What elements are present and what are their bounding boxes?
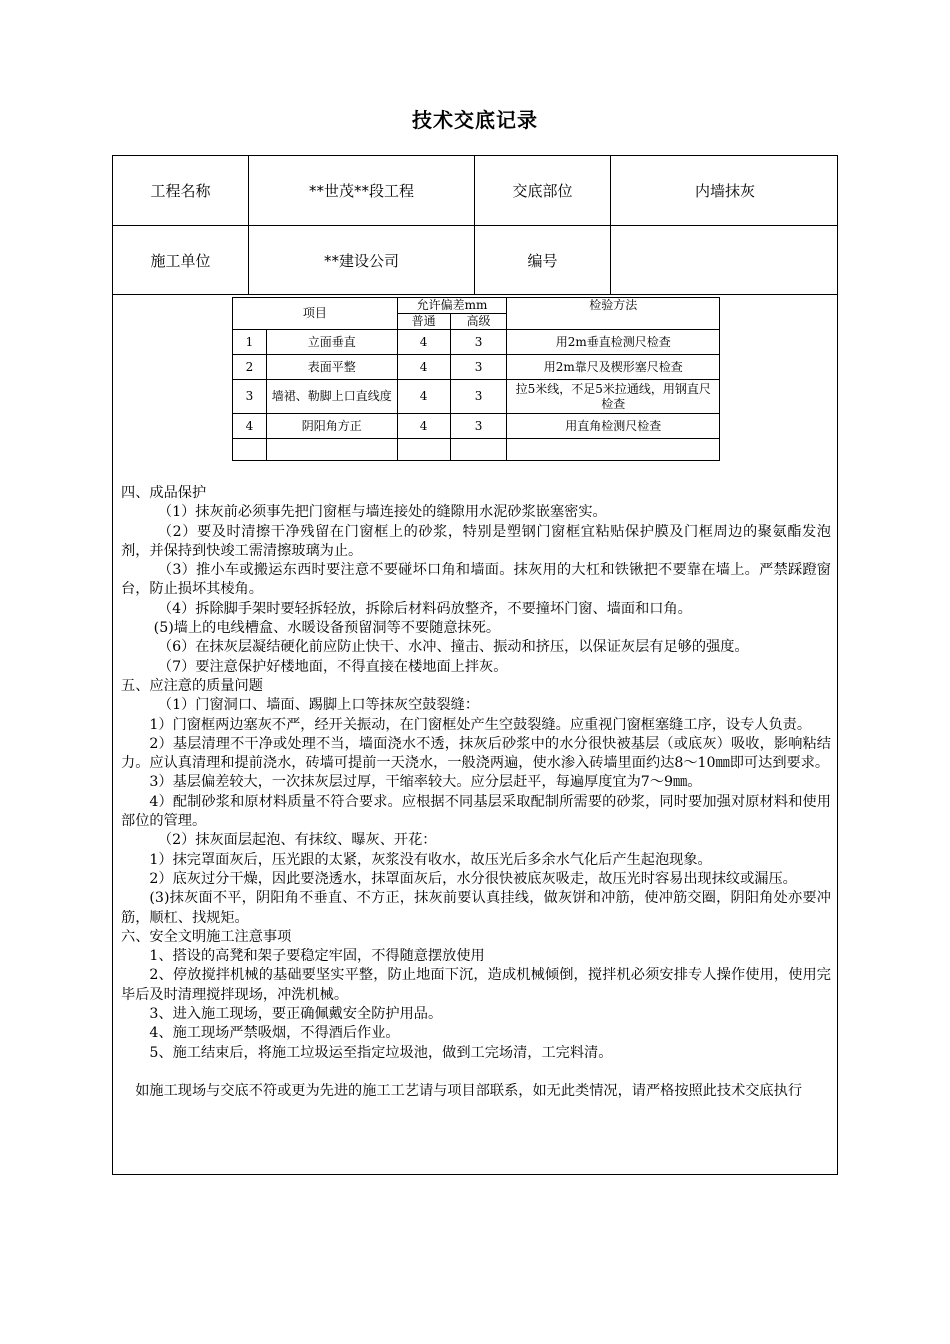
location-value: 内墙抹灰 bbox=[694, 182, 755, 200]
row-method: 用2m靠尺及楔形塞尺检查 bbox=[507, 355, 720, 380]
paragraph: 3、进入施工现场，要正确佩戴安全防护用品。 bbox=[149, 1006, 443, 1023]
row-normal: 4 bbox=[397, 355, 450, 380]
section-title: 六、安全文明施工注意事项 bbox=[121, 928, 292, 945]
subheading: （2）抹灰面层起泡、有抹纹、曝灰、开花： bbox=[157, 832, 437, 849]
tolerance-table bbox=[232, 297, 720, 461]
paragraph: 5、施工结束后，将施工垃圾运至指定垃圾池，做到工完场清，工完料清。 bbox=[149, 1044, 613, 1061]
col-allowed-header: 允许偏差mm bbox=[397, 298, 507, 314]
row-method: 用2m垂直检测尺检查 bbox=[507, 330, 720, 355]
table-row bbox=[233, 380, 720, 414]
paragraph: （3）推小车或搬运东西时要注意不要碰坏口角和墙面。抹灰用的大杠和铁锹把不要靠在墙上。严禁踩蹬窗台，防止损坏其棱角。 bbox=[121, 562, 831, 598]
paragraph: (3)抹灰面不平，阴阳角不垂直、不方正，抹灰前要认真挂线，做灰饼和冲筋，使冲筋交圈，阴阳角处亦要冲筋，顺杠、找规矩。 bbox=[121, 890, 831, 926]
record-form bbox=[112, 155, 838, 1175]
paragraph: 2）底灰过分干燥，因此要浇透水，抹罩面灰后，水分很快被底灰吸走，故压光时容易出现抹纹或漏压。 bbox=[149, 870, 797, 887]
row-no: 4 bbox=[233, 414, 267, 439]
contractor-value: **建设公司 bbox=[249, 226, 475, 294]
paragraph: 4）配制砂浆和原材料质量不符合要求。应根据不同基层采取配制所需要的砂浆，同时要加强对原材料和使用部位的管理。 bbox=[121, 793, 831, 830]
paragraph: （4）拆除脚手架时要轻拆轻放，拆除后材料码放整齐，不要撞坏门窗、墙面和口角。 bbox=[157, 600, 692, 617]
row-normal: 4 bbox=[397, 414, 450, 439]
paragraph: 2）基层清理不干净或处理不当，墙面浇水不透，抹灰后砂浆中的水分很快被基层（或底灰）吸收，影响粘结力。应认真清理和提前浇水，砖墙可提前一天浇水，一般浇两遍，使水渗入砖墙里面约达8～10㎜即可达到要求。 bbox=[121, 735, 831, 772]
row-high: 3 bbox=[450, 355, 507, 380]
number-value bbox=[611, 226, 839, 294]
table-row-empty bbox=[233, 439, 720, 461]
body-text bbox=[121, 484, 831, 1101]
row-no: 1 bbox=[233, 330, 267, 355]
row-item: 表面平整 bbox=[266, 355, 397, 380]
subheading: （1）门窗洞口、墙面、踢脚上口等抹灰空鼓裂缝： bbox=[157, 697, 480, 714]
paragraph: （6）在抹灰层凝结硬化前应防止快干、水冲、撞击、振动和挤压，以保证灰层有足够的强度。 bbox=[157, 639, 749, 656]
header-row-project bbox=[113, 156, 837, 226]
table-row bbox=[233, 355, 720, 380]
project-name-value: **世茂**段工程 bbox=[249, 156, 475, 225]
col-high-header: 高级 bbox=[450, 314, 507, 330]
row-item: 立面垂直 bbox=[266, 330, 397, 355]
row-item: 阴阳角方正 bbox=[266, 414, 397, 439]
paragraph: (5)墙上的电线槽盒、水暖设备预留洞等不要随意抹死。 bbox=[153, 620, 501, 637]
table-row bbox=[233, 414, 720, 439]
row-normal: 4 bbox=[397, 380, 450, 414]
col-normal-header: 普通 bbox=[397, 314, 450, 330]
row-high: 3 bbox=[450, 330, 507, 355]
col-method-header: 检验方法 bbox=[507, 298, 720, 330]
col-item-header: 项目 bbox=[233, 298, 398, 330]
table-row bbox=[233, 330, 720, 355]
row-high: 3 bbox=[450, 414, 507, 439]
document-title: 技术交底记录 bbox=[412, 108, 538, 132]
section-title: 四、成品保护 bbox=[121, 485, 207, 501]
row-method: 用直角检测尺检查 bbox=[507, 414, 720, 439]
row-method: 拉5米线，不足5米拉通线，用钢直尺检查 bbox=[507, 380, 720, 414]
paragraph: 1）门窗框两边塞灰不严，经开关振动，在门窗框处产生空鼓裂缝。应重视门窗框塞缝工序，设专人负责。 bbox=[149, 716, 812, 733]
paragraph: 1）抹完罩面灰后，压光跟的太紧，灰浆没有收水，故压光后多余水气化后产生起泡现象。 bbox=[149, 851, 712, 868]
paragraph: （7）要注意保护好楼地面，不得直接在楼地面上拌灰。 bbox=[157, 658, 508, 675]
row-normal: 4 bbox=[397, 330, 450, 355]
row-item: 墙裙、勒脚上口直线度 bbox=[266, 380, 397, 414]
paragraph: 4、施工现场严禁吸烟，不得酒后作业。 bbox=[149, 1025, 400, 1042]
project-name-label: 工程名称 bbox=[113, 156, 249, 225]
paragraph: （1）抹灰前必须事先把门窗框与墙连接处的缝隙用水泥砂浆嵌塞密实。 bbox=[157, 504, 607, 521]
paragraph: 2、停放搅拌机械的基础要坚实平整，防止地面下沉，造成机械倾倒，搅拌机必须安排专人操作使用，使用完毕后及时清理搅拌现场，冲洗机械。 bbox=[121, 967, 831, 1003]
paragraph: 3）基层偏差较大，一次抹灰层过厚，干缩率较大。应分层赶平，每遍厚度宜为7～9㎜。 bbox=[149, 774, 702, 791]
paragraph: 1、搭设的高凳和架子要稳定牢固，不得随意摆放使用 bbox=[149, 948, 485, 965]
number-label: 编号 bbox=[475, 226, 611, 294]
contractor-label: 施工单位 bbox=[113, 226, 249, 294]
row-no: 2 bbox=[233, 355, 267, 380]
paragraph: （2）要及时清擦干净残留在门窗框上的砂浆，特别是塑钢门窗框宜粘贴保护膜及门框周边的聚氨酯发泡剂，并保持到快竣工需清擦玻璃为止。 bbox=[121, 523, 831, 559]
location-label: 交底部位 bbox=[475, 156, 611, 225]
header-row-contractor bbox=[113, 226, 837, 295]
row-no: 3 bbox=[233, 380, 267, 414]
row-high: 3 bbox=[450, 380, 507, 414]
section-title: 五、应注意的质量问题 bbox=[121, 677, 263, 694]
closing-note: 如施工现场与交底不符或更为先进的施工工艺请与项目部联系，如无此类情况，请严格按照此技术交底执行 bbox=[135, 1082, 803, 1099]
